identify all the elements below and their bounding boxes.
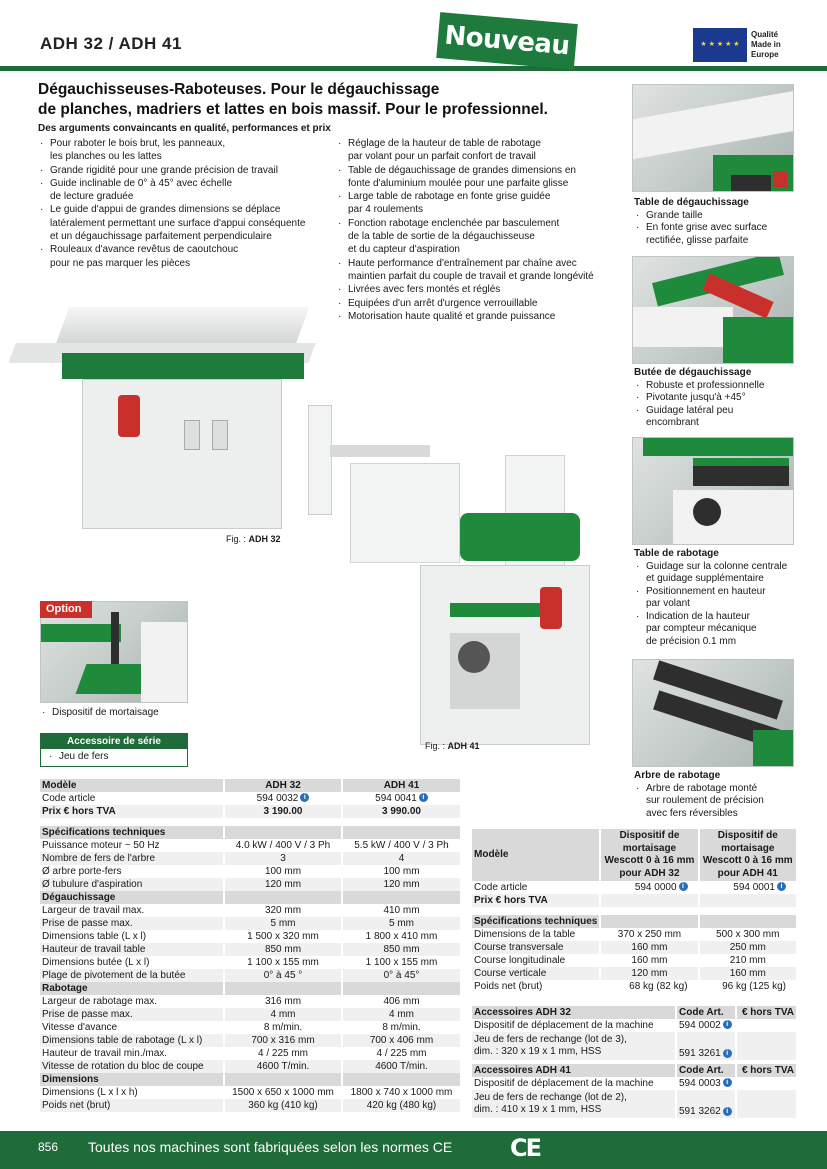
table-row: Dimensions table (L x l) 1 500 x 320 mm 1 800 x 410 mm bbox=[42, 930, 438, 942]
caption-jointer-fence: Butée de dégauchissage · Robuste et professionnelle · Pivotante jusqu'à +45° · Guidage latéral peu encombrant bbox=[634, 367, 824, 430]
list-item: · Guide inclinable de 0° à 45° avec échelle de lecture graduée bbox=[38, 177, 338, 204]
table-row: Puissance moteur ~ 50 Hz 4.0 kW / 400 V / 3 Ph 5.5 kW / 400 V / 3 Ph bbox=[42, 839, 449, 851]
table-row: Hauteur de travail table 850 mm 850 mm bbox=[40, 943, 460, 956]
table-row: Dimensions butée (L x l) 1 100 x 155 mm 1 100 x 155 mm bbox=[42, 956, 438, 968]
standard-accessory-title: Accessoire de série bbox=[41, 734, 187, 749]
list-item: · Indication de la hauteur par compteur mécanique de précision 0.1 mm bbox=[634, 611, 824, 649]
list-item: · Pivotante jusqu'à +45° bbox=[634, 392, 824, 405]
standard-accessory-item: · Jeu de fers bbox=[41, 749, 187, 765]
table-row: Jeu de fers de rechange (lot de 3), dim. : 320 x 19 x 1 mm, HSS 591 3261 i bbox=[472, 1032, 796, 1060]
table-row: Spécifications techniques bbox=[40, 826, 460, 839]
accessories-adh32-table bbox=[472, 1006, 796, 1060]
table-row: Dimensions bbox=[40, 1073, 460, 1086]
table-row: Ø arbre porte-fers 100 mm 100 mm bbox=[42, 865, 420, 877]
info-icon[interactable]: i bbox=[723, 1078, 732, 1087]
list-item: · Motorisation haute qualité et grande puissance bbox=[336, 310, 626, 323]
table-row: Accessoires ADH 41 Code Art. € hors TVA bbox=[474, 1064, 794, 1076]
footer-text: Toutes nos machines sont fabriquées selon les normes CE bbox=[88, 1139, 453, 1155]
table-row: Modèle Dispositif de mortaisage Wescott 0 à 16 mm pour ADH 32 Dispositif de mortaisage Wescott 0 à 16 mm pour ADH 41 bbox=[472, 829, 796, 881]
list-item: · Le guide d'appui de grandes dimensions se déplace latéralement permettant une surface d'appui conséquente et un dégauchissage parfaitement perpendiculaire bbox=[38, 203, 338, 243]
series-title: ADH 32 / ADH 41 bbox=[40, 34, 182, 53]
list-item: · Livrées avec fers montés et réglés bbox=[336, 283, 626, 296]
list-item: · Arbre de rabotage monté sur roulement de précision avec fers réversibles bbox=[634, 783, 824, 821]
list-item: · En fonte grise avec surface rectifiée, glisse parfaite bbox=[634, 222, 824, 247]
table-row: Code article 594 0032 i 594 0041 i bbox=[40, 792, 460, 805]
table-row: Vitesse de rotation du bloc de coupe 4600 T/min. 4600 T/min. bbox=[40, 1060, 460, 1073]
jointer-fence-photo bbox=[632, 256, 794, 364]
planer-table-photo bbox=[632, 437, 794, 545]
list-item: · Grande rigidité pour une grande précision de travail bbox=[38, 164, 338, 177]
table-row: Prise de passe max. 5 mm 5 mm bbox=[40, 917, 460, 930]
nouveau-badge: Nouveau bbox=[436, 12, 577, 70]
table-row: Spécifications techniques bbox=[472, 915, 796, 928]
feature-list-right bbox=[336, 137, 626, 323]
option-badge: Option bbox=[40, 601, 92, 618]
page-number: 856 bbox=[38, 1140, 59, 1154]
accessories-adh41-table bbox=[472, 1064, 796, 1118]
list-item: · Robuste et professionnelle bbox=[634, 380, 824, 393]
table-row: Code article 594 0000 i 594 0001 i bbox=[472, 881, 796, 894]
list-item: · Positionnement en hauteur par volant bbox=[634, 586, 824, 611]
eu-stars: ★ ★ ★ ★ ★ bbox=[700, 41, 740, 48]
table-row: Poids net (brut) 68 kg (82 kg) 96 kg (125 kg) bbox=[474, 980, 786, 992]
table-row: Dégauchissage bbox=[40, 891, 460, 904]
mortising-spec-table bbox=[472, 829, 796, 993]
table-row: Prise de passe max. 4 mm 4 mm bbox=[40, 1008, 460, 1021]
info-icon[interactable]: i bbox=[723, 1049, 732, 1058]
table-row: Vitesse d'avance 8 m/min. 8 m/min. bbox=[42, 1021, 421, 1033]
table-row: Rabotage bbox=[40, 982, 460, 995]
table-row: Ø tubulure d'aspiration 120 mm 120 mm bbox=[40, 878, 460, 891]
list-item: · Réglage de la hauteur de table de rabotage par volant pour un parfait confort de travail bbox=[336, 137, 626, 164]
list-item: · Pour raboter le bois brut, les panneaux, les planches ou les lattes bbox=[38, 137, 338, 164]
table-row: Plage de pivotement de la butée 0° à 45 ° 0° à 45° bbox=[40, 969, 460, 982]
header-divider bbox=[0, 66, 827, 71]
table-row: Course verticale 120 mm 160 mm bbox=[472, 967, 796, 980]
list-item: · Large table de rabotage en fonte grise guidée par 4 roulements bbox=[336, 190, 626, 217]
list-item: · Rouleaux d'avance revêtus de caoutchouc pour ne pas marquer les pièces bbox=[38, 243, 338, 270]
table-row: Jeu de fers de rechange (lot de 2), dim. : 410 x 19 x 1 mm, HSS 591 3262 i bbox=[472, 1090, 796, 1118]
list-item: · Equipées d'un arrêt d'urgence verrouillable bbox=[336, 297, 626, 310]
headline: Dégauchisseuses-Raboteuses. Pour le dégauchissage de planches, madriers et lattes en bois massif. Pour le professionnel. bbox=[38, 81, 548, 118]
caption-cutter-block: Arbre de rabotage · Arbre de rabotage monté sur roulement de précision avec fers réversibles bbox=[634, 770, 824, 820]
feature-list-left bbox=[38, 137, 338, 270]
ce-mark-icon: CE bbox=[510, 1134, 541, 1162]
machine-spec-table bbox=[40, 779, 460, 1112]
table-row: Dimensions table de rabotage (L x l) 700 x 316 mm 700 x 406 mm bbox=[40, 1034, 460, 1047]
table-row: Dispositif de déplacement de la machine 594 0002 i bbox=[472, 1019, 796, 1032]
list-item: · Grande taille bbox=[634, 210, 824, 223]
info-icon[interactable]: i bbox=[723, 1020, 732, 1029]
standard-accessory-box bbox=[40, 733, 188, 767]
info-icon[interactable]: i bbox=[679, 882, 688, 891]
table-row: Nombre de fers de l'arbre 3 4 bbox=[40, 852, 460, 865]
table-row: Hauteur de travail min./max. 4 / 225 mm 4 / 225 mm bbox=[42, 1047, 427, 1059]
table-row: Prix € hors TVA bbox=[472, 894, 796, 907]
table-row: Course longitudinale 160 mm 210 mm bbox=[474, 954, 766, 966]
list-item: · Guidage sur la colonne centrale et guidage supplémentaire bbox=[634, 561, 824, 586]
table-row: Largeur de travail max. 320 mm 410 mm bbox=[42, 904, 420, 916]
info-icon[interactable]: i bbox=[300, 793, 309, 802]
jointer-table-photo bbox=[632, 84, 794, 192]
table-row: Largeur de rabotage max. 316 mm 406 mm bbox=[42, 995, 420, 1007]
table-row: Course transversale 160 mm 250 mm bbox=[472, 941, 796, 954]
list-item: · Fonction rabotage enclenchée par basculement de la table de sortie de la dégauchisseuse et du capteur d'aspiration bbox=[336, 217, 626, 257]
list-item: · Table de dégauchissage de grandes dimensions en fonte d'aluminium moulée pour une parfaite glisse bbox=[336, 164, 626, 191]
caption-planer-table: Table de rabotage · Guidage sur la colonne centrale et guidage supplémentaire · Positionnement en hauteur par volant · Indication de la hauteur par compteur mécanique de précision 0.1 mm bbox=[634, 548, 824, 648]
list-item: · Haute performance d'entraînement par chaîne avec maintien parfait du couple de travail et grande longévité bbox=[336, 257, 626, 284]
eu-quality-label: Qualité Made in Europe bbox=[751, 30, 781, 59]
eu-flag-icon bbox=[693, 28, 747, 62]
info-icon[interactable]: i bbox=[419, 793, 428, 802]
machine-adh41-image bbox=[300, 405, 620, 745]
table-row: Dimensions de la table 370 x 250 mm 500 x 300 mm bbox=[474, 928, 780, 940]
table-row: Dispositif de déplacement de la machine 594 0003 i bbox=[472, 1077, 796, 1090]
table-row: Poids net (brut) 360 kg (410 kg) 420 kg (480 kg) bbox=[40, 1099, 460, 1112]
info-icon[interactable]: i bbox=[723, 1107, 732, 1116]
table-row: Prix € hors TVA 3 190.00 3 990.00 bbox=[40, 805, 460, 818]
intro-title: Des arguments convaincants en qualité, performances et prix bbox=[38, 123, 331, 134]
table-row: Accessoires ADH 32 Code Art. € hors TVA bbox=[474, 1006, 794, 1018]
table-row: Modèle ADH 32 ADH 41 bbox=[40, 779, 460, 792]
caption-jointer-table: Table de dégauchissage · Grande taille · En fonte grise avec surface rectifiée, glisse parfaite bbox=[634, 197, 824, 247]
fig-label-adh41: Fig. : ADH 41 bbox=[425, 741, 480, 751]
cutter-block-photo bbox=[632, 659, 794, 767]
fig-label-adh32: Fig. : ADH 32 bbox=[226, 534, 281, 544]
option-caption: · Dispositif de mortaisage bbox=[40, 707, 159, 718]
table-row: Dimensions (L x l x h) 1500 x 650 x 1000 mm 1800 x 740 x 1000 mm bbox=[42, 1086, 453, 1098]
info-icon[interactable]: i bbox=[777, 882, 786, 891]
list-item: · Guidage latéral peu encombrant bbox=[634, 405, 824, 430]
